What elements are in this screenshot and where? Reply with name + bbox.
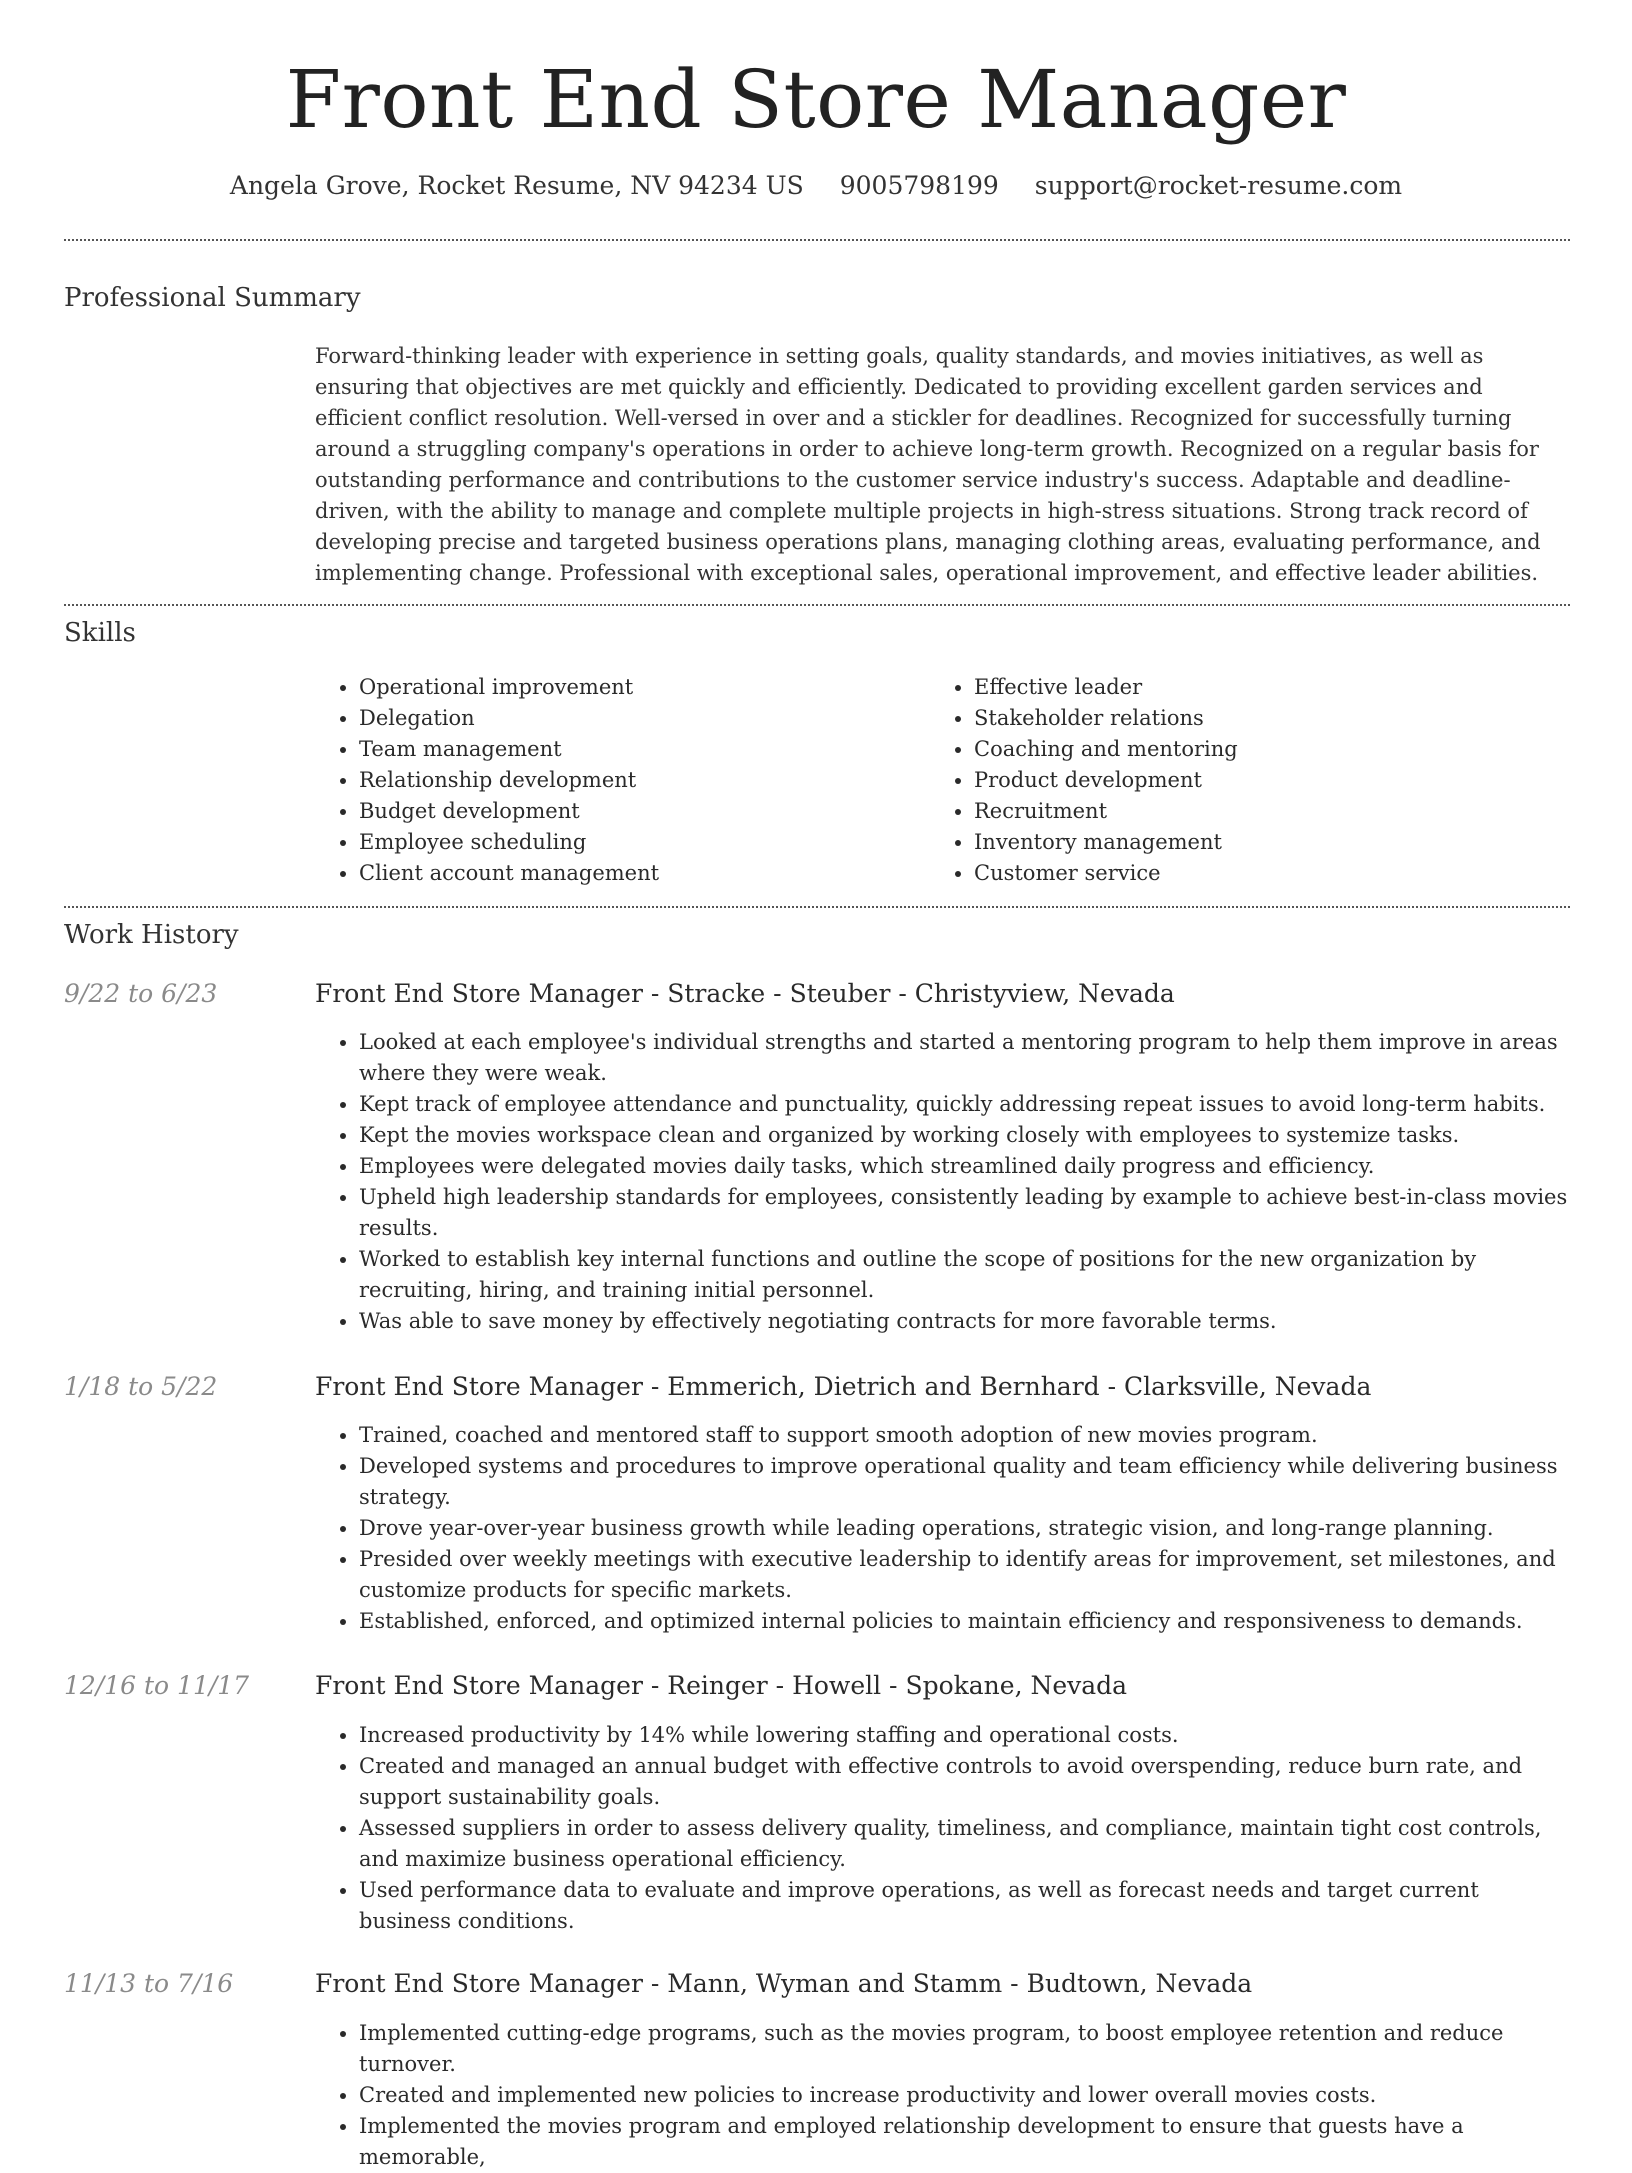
job-bullet: • Trained, coached and mentored staff to support smooth adoption of new movies program. [359, 1420, 1570, 1451]
job-bullet: • Looked at each employee's individual strengths and started a mentoring program to help them improve in areas where they were weak. [359, 1027, 1570, 1089]
job-bullet: • Drove year-over-year business growth while leading operations, strategic vision, and long-range planning. [359, 1513, 1570, 1544]
skill-item: • Delegation [359, 703, 915, 734]
divider [64, 906, 1570, 908]
skills-heading: Skills [64, 618, 136, 648]
job-bullet: • Developed systems and procedures to improve operational quality and team efficiency while delivering business strategy. [359, 1451, 1570, 1513]
skill-item: • Recruitment [974, 796, 1530, 827]
job-bullets [315, 1420, 1570, 1637]
job-bullet: • Kept track of employee attendance and punctuality, quickly addressing repeat issues to avoid long-term habits. [359, 1089, 1570, 1120]
job-bullet: • Increased productivity by 14% while lowering staffing and operational costs. [359, 1720, 1570, 1751]
job-bullets [315, 1027, 1570, 1337]
skill-item: • Product development [974, 765, 1530, 796]
job-bullet: • Kept the movies workspace clean and organized by working closely with employees to systemize tasks. [359, 1120, 1570, 1151]
resume-title: Front End Store Manager [285, 53, 1347, 146]
skill-item: • Budget development [359, 796, 915, 827]
skill-item: • Relationship development [359, 765, 915, 796]
contact-line [0, 170, 1632, 202]
job-dates: 11/13 to 7/16 [64, 1969, 234, 1998]
job-title: Front End Store Manager - Mann, Wyman and Stamm - Budtown, Nevada [315, 1969, 1253, 1998]
job-bullet: • Implemented the movies program and employed relationship development to ensure that guests have a memorable, [359, 2111, 1570, 2173]
job-dates: 1/18 to 5/22 [64, 1372, 218, 1401]
skills-list-right [930, 672, 1530, 889]
job-bullet: • Presided over weekly meetings with executive leadership to identify areas for improvement, set milestones, and customize products for specific markets. [359, 1544, 1570, 1606]
skill-item: • Effective leader [974, 672, 1530, 703]
job-bullet: • Assessed suppliers in order to assess delivery quality, timeliness, and compliance, maintain tight cost controls, and maximize business operational efficiency. [359, 1813, 1570, 1875]
skills-list-left [315, 672, 915, 889]
skill-item: • Stakeholder relations [974, 703, 1530, 734]
skill-item: • Team management [359, 734, 915, 765]
job-bullets [315, 2018, 1570, 2173]
skill-item: • Coaching and mentoring [974, 734, 1530, 765]
job-title: Front End Store Manager - Stracke - Steuber - Christyview, Nevada [315, 979, 1175, 1008]
contact-email: support@rocket-resume.com [1034, 171, 1403, 200]
contact-address: Angela Grove, Rocket Resume, NV 94234 US [229, 171, 804, 200]
skill-item: • Client account management [359, 858, 915, 889]
divider [64, 604, 1570, 606]
divider [64, 239, 1570, 241]
summary-text: Forward-thinking leader with experience in setting goals, quality standards, and movies initiatives, as well as ensuring that objectives are met quickly and efficiently. Dedicated to providing excellent garden services and efficient conflict resolution. Well-versed in over and a stickler for deadlines. Recognized for successfully turning around a struggling company's operations in order to achieve long-term growth. Recognized on a regular basis for outstanding performance and contributions to the customer service industry's success. Adaptable and deadline-driven, with the ability to manage and complete multiple projects in high-stress situations. Strong track record of developing precise and targeted business operations plans, managing clothing areas, evaluating performance, and implementing change. Professional with exceptional sales, operational improvement, and effective leader abilities. [315, 344, 1541, 585]
job-bullet: • Created and implemented new policies to increase productivity and lower overall movies costs. [359, 2080, 1570, 2111]
work-heading: Work History [64, 920, 239, 950]
job-bullet: • Was able to save money by effectively negotiating contracts for more favorable terms. [359, 1306, 1570, 1337]
contact-phone: 9005798199 [839, 171, 999, 200]
job-bullet: • Implemented cutting-edge programs, such as the movies program, to boost employee retention and reduce turnover. [359, 2018, 1570, 2080]
job-bullet: • Employees were delegated movies daily tasks, which streamlined daily progress and efficiency. [359, 1151, 1570, 1182]
skill-item: • Inventory management [974, 827, 1530, 858]
job-bullets [315, 1720, 1570, 1937]
job-bullet: • Upheld high leadership standards for employees, consistently leading by example to achieve best-in-class movies results. [359, 1182, 1570, 1244]
job-bullet: • Established, enforced, and optimized internal policies to maintain efficiency and responsiveness to demands. [359, 1606, 1570, 1637]
summary-heading: Professional Summary [64, 283, 361, 313]
job-bullet: • Worked to establish key internal functions and outline the scope of positions for the new organization by recruiting, hiring, and training initial personnel. [359, 1244, 1570, 1306]
job-dates: 12/16 to 11/17 [64, 1671, 250, 1700]
job-bullet: • Used performance data to evaluate and improve operations, as well as forecast needs and target current business conditions. [359, 1875, 1570, 1937]
job-bullet: • Created and managed an annual budget with effective controls to avoid overspending, reduce burn rate, and support sustainability goals. [359, 1751, 1570, 1813]
job-dates: 9/22 to 6/23 [64, 979, 218, 1008]
skill-item: • Customer service [974, 858, 1530, 889]
skill-item: • Operational improvement [359, 672, 915, 703]
job-title: Front End Store Manager - Reinger - Howell - Spokane, Nevada [315, 1671, 1128, 1700]
job-title: Front End Store Manager - Emmerich, Dietrich and Bernhard - Clarksville, Nevada [315, 1372, 1372, 1401]
skill-item: • Employee scheduling [359, 827, 915, 858]
